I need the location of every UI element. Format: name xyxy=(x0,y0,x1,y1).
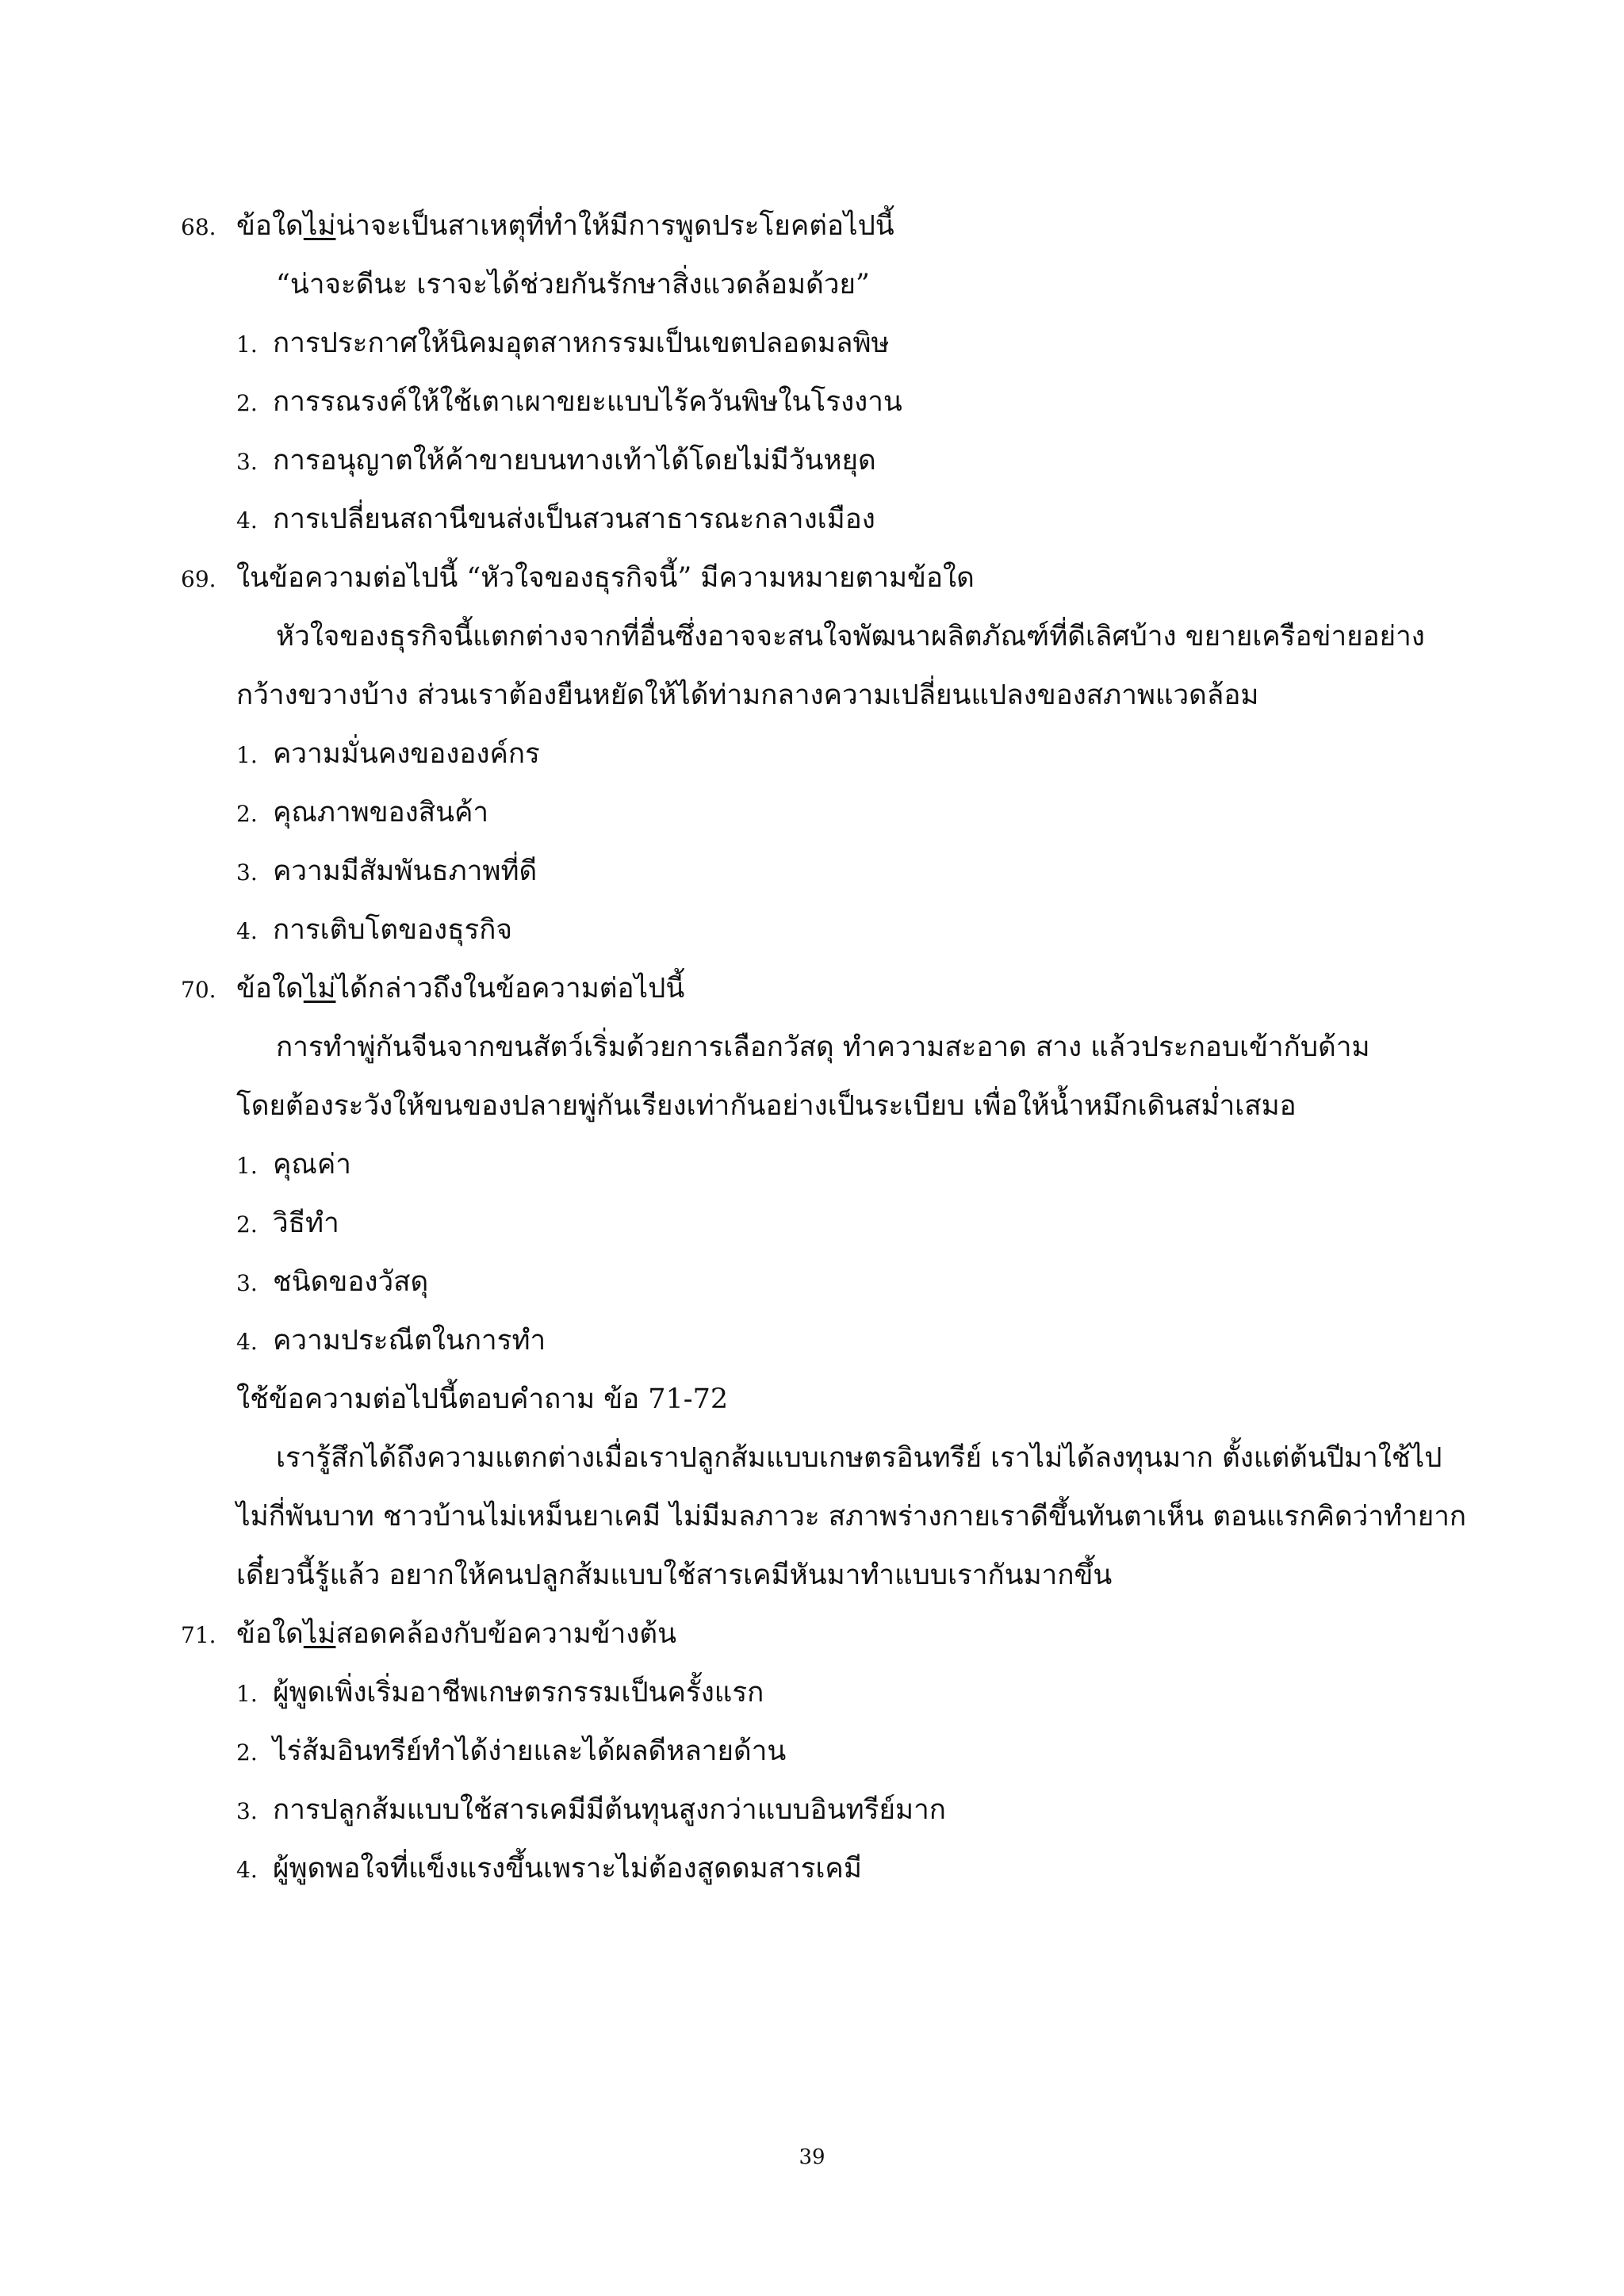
stem-text: ในข้อความต่อไปนี้ “หัวใจของธุรกิจนี้” มีความหมายตามข้อใด xyxy=(236,562,975,594)
option-number: 2. xyxy=(236,801,258,827)
q70-option-3 xyxy=(236,1264,428,1302)
q71-option-4 xyxy=(236,1850,862,1888)
option-text: การอนุญาตให้ค้าขายบนทางเท้าได้โดยไม่มีวันหยุด xyxy=(273,445,876,476)
option-number: 1. xyxy=(236,331,258,358)
q70-option-4 xyxy=(236,1322,546,1360)
option-text: ความมั่นคงขององค์กร xyxy=(273,738,540,770)
q68-option-2 xyxy=(236,384,902,422)
page-number: 39 xyxy=(799,2145,825,2169)
stem-suffix: สอดคล้องกับข้อความข้างต้น xyxy=(335,1618,677,1650)
q69-option-1 xyxy=(236,736,540,774)
question-number: 70. xyxy=(181,977,216,1003)
option-text: ชนิดของวัสดุ xyxy=(273,1266,429,1298)
option-text: ความมีสัมพันธภาพที่ดี xyxy=(273,855,538,887)
question-number: 68. xyxy=(181,214,216,240)
option-text: การประกาศให้นิคมอุตสาหกรรมเป็นเขตปลอดมลพิษ xyxy=(273,327,890,359)
option-number: 4. xyxy=(236,507,258,534)
shared-passage-line-2: ไม่กี่พันบาท ชาวบ้านไม่เหม็นยาเคมี ไม่มีมลภาวะ สภาพร่างกายเราดีขึ้นทันตาเห็น ตอนแรกคิดว่าทำยาก xyxy=(236,1501,1467,1533)
option-number: 2. xyxy=(236,390,258,416)
option-number: 3. xyxy=(236,449,258,475)
option-number: 3. xyxy=(236,859,258,886)
question-number: 71. xyxy=(181,1622,216,1648)
option-number: 3. xyxy=(236,1798,258,1824)
option-text: ผู้พูดพอใจที่แข็งแรงขึ้นเพราะไม่ต้องสูดดมสารเคมี xyxy=(273,1853,862,1885)
stem-suffix: น่าจะเป็นสาเหตุที่ทำให้มีการพูดประโยคต่อไปนี้ xyxy=(335,210,894,242)
option-number: 1. xyxy=(236,1681,258,1707)
option-number: 4. xyxy=(236,1857,258,1883)
q70-passage-line-1: การทำพู่กันจีนจากขนสัตว์เริ่มด้วยการเลือกวัสดุ ทำความสะอาด สาง แล้วประกอบเข้ากับด้าม xyxy=(276,1031,1370,1063)
option-number: 1. xyxy=(236,1153,258,1179)
q69-passage-line-2: กว้างขวางบ้าง ส่วนเราต้องยืนหยัดให้ได้ท่ามกลางความเปลี่ยนแปลงของสภาพแวดล้อม xyxy=(236,679,1259,711)
question-70-stem xyxy=(181,970,684,1008)
option-number: 2. xyxy=(236,1211,258,1238)
option-text: ไร่ส้มอินทรีย์ทำได้ง่ายและได้ผลดีหลายด้าน xyxy=(273,1735,787,1767)
stem-suffix: ได้กล่าวถึงในข้อความต่อไปนี้ xyxy=(335,973,685,1004)
q71-option-2 xyxy=(236,1733,786,1771)
question-68-stem xyxy=(181,208,894,246)
q68-option-1 xyxy=(236,325,890,363)
q69-option-4 xyxy=(236,912,512,950)
q71-option-1 xyxy=(236,1674,764,1712)
stem-underlined-not: ไม่ xyxy=(303,973,336,1004)
stem-prefix: ข้อใด xyxy=(236,1618,304,1650)
shared-passage-instruction: ใช้ข้อความต่อไปนี้ตอบคำถาม ข้อ 71-72 xyxy=(236,1383,729,1415)
q71-option-3 xyxy=(236,1792,946,1830)
question-71-stem xyxy=(181,1616,676,1654)
option-number: 3. xyxy=(236,1270,258,1296)
q70-option-1 xyxy=(236,1146,351,1184)
q70-passage-line-2: โดยต้องระวังให้ขนของปลายพู่กันเรียงเท่ากันอย่างเป็นระเบียบ เพื่อให้น้ำหมึกเดินสม่ำเสมอ xyxy=(236,1090,1297,1122)
option-text: การรณรงค์ให้ใช้เตาเผาขยะแบบไร้ควันพิษในโรงงาน xyxy=(273,386,902,418)
question-number: 69. xyxy=(181,566,216,592)
option-number: 4. xyxy=(236,918,258,944)
option-text: การเติบโตของธุรกิจ xyxy=(273,914,512,946)
q70-option-2 xyxy=(236,1205,339,1243)
option-text: วิธีทำ xyxy=(273,1207,339,1239)
question-69-stem xyxy=(181,560,975,598)
shared-passage-line-1: เรารู้สึกได้ถึงความแตกต่างเมื่อเราปลูกส้มแบบเกษตรอินทรีย์ เราไม่ได้ลงทุนมาก ตั้งแต่ต้นปีมาใช้ไป xyxy=(276,1442,1442,1474)
option-text: ผู้พูดเพิ่งเริ่มอาชีพเกษตรกรรมเป็นครั้งแรก xyxy=(273,1677,764,1709)
option-text: ความประณีตในการทำ xyxy=(273,1325,546,1357)
stem-prefix: ข้อใด xyxy=(236,973,304,1004)
option-text: คุณค่า xyxy=(273,1149,351,1181)
q69-option-2 xyxy=(236,794,488,832)
stem-prefix: ข้อใด xyxy=(236,210,304,242)
option-number: 2. xyxy=(236,1739,258,1766)
option-number: 1. xyxy=(236,742,258,768)
option-text: การเปลี่ยนสถานีขนส่งเป็นสวนสาธารณะกลางเมือง xyxy=(273,503,875,535)
option-number: 4. xyxy=(236,1329,258,1355)
question-68-quote: “น่าจะดีนะ เราจะได้ช่วยกันรักษาสิ่งแวดล้อมด้วย” xyxy=(276,269,870,300)
q68-option-3 xyxy=(236,442,876,480)
q69-option-3 xyxy=(236,853,537,891)
shared-passage-line-3: เดี๋ยวนี้รู้แล้ว อยากให้คนปลูกส้มแบบใช้สารเคมีหันมาทำแบบเรากันมากขึ้น xyxy=(236,1559,1113,1591)
q69-passage-line-1: หัวใจของธุรกิจนี้แตกต่างจากที่อื่นซึ่งอาจจะสนใจพัฒนาผลิตภัณฑ์ที่ดีเลิศบ้าง ขยายเครือข่ายอย่าง xyxy=(276,621,1425,652)
option-text: คุณภาพของสินค้า xyxy=(273,797,489,828)
q68-option-4 xyxy=(236,501,875,539)
stem-underlined-not: ไม่ xyxy=(303,210,336,242)
option-text: การปลูกส้มแบบใช้สารเคมีมีต้นทุนสูงกว่าแบบอินทรีย์มาก xyxy=(273,1794,946,1826)
stem-underlined-not: ไม่ xyxy=(303,1618,336,1650)
